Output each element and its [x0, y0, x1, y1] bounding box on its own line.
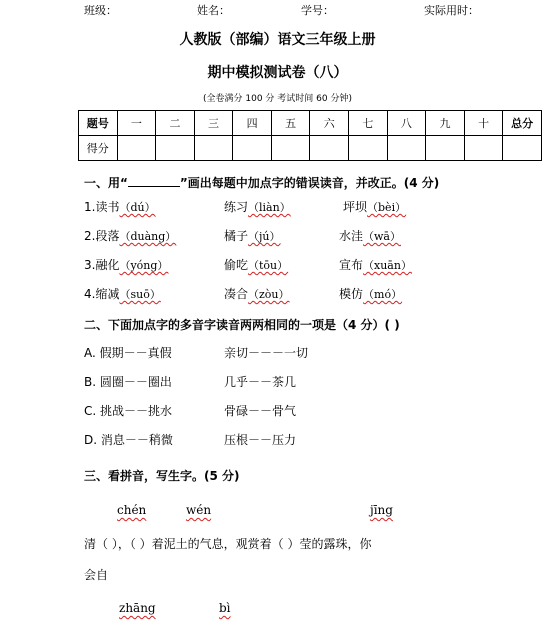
- table-cell: 二: [156, 111, 195, 136]
- option-a-left: A. 假期－－真假: [84, 346, 172, 360]
- score-entry-cell[interactable]: [194, 136, 233, 161]
- table-cell: 总分: [503, 111, 542, 136]
- option-c-left: C. 挑战－－挑水: [84, 404, 173, 418]
- page-subtitle: 期中模拟测试卷（八）: [207, 65, 348, 81]
- actual-time-label: 实际用时：: [424, 4, 479, 17]
- pinyin: （zòu）: [248, 288, 290, 301]
- name-label: 姓名：: [197, 4, 230, 17]
- score-entry-cell[interactable]: [156, 136, 195, 161]
- score-entry-cell[interactable]: [426, 136, 465, 161]
- pinyin: （xuān）: [363, 259, 412, 272]
- pinyin: （wā）: [363, 230, 401, 243]
- table-cell: 得分: [79, 136, 118, 161]
- pinyin: （bèi）: [367, 201, 407, 214]
- student-number-label: 学号：: [301, 4, 334, 17]
- table-cell: 一: [117, 111, 156, 136]
- section-2-title: 二、下面加点字的多音字读音两两相同的一项是（4 分）( ): [84, 318, 400, 332]
- list-item: 宣布（xuān）: [339, 258, 412, 272]
- option-b-right: 几乎－－茶几: [224, 375, 297, 389]
- score-table-score-row: [79, 136, 542, 161]
- list-item: 橘子（jú）: [224, 229, 281, 243]
- list-item: 练习（liàn）: [224, 200, 291, 214]
- option-c-right: 骨碌－－骨气: [224, 404, 297, 418]
- exam-note: (全卷满分 100 分 考试时间 60 分钟): [203, 94, 352, 104]
- score-entry-cell[interactable]: [117, 136, 156, 161]
- list-item: 1.读书（dú）: [84, 200, 156, 214]
- pinyin: （liàn）: [248, 201, 291, 214]
- pinyin: （mó）: [363, 288, 403, 301]
- score-table-header-row: [79, 111, 542, 136]
- pinyin: jīng: [370, 503, 393, 517]
- class-label: 班级：: [84, 4, 117, 17]
- blank-line: [128, 176, 180, 187]
- score-entry-cell[interactable]: [503, 136, 542, 161]
- score-entry-cell[interactable]: [464, 136, 503, 161]
- option-b-left: B. 圆圈－－圈出: [84, 375, 172, 389]
- pinyin: （suō）: [119, 288, 161, 301]
- pinyin: （yóng）: [119, 259, 169, 272]
- table-cell: 八: [387, 111, 426, 136]
- section-1-title: 一、用“ ”画出每题中加点字的错误读音，并改正。(4 分): [84, 176, 440, 190]
- score-entry-cell[interactable]: [349, 136, 388, 161]
- list-item: 偷吃（tōu）: [224, 258, 289, 272]
- list-item: 坪坝（bèi）: [343, 200, 407, 214]
- table-cell: 九: [426, 111, 465, 136]
- list-item: 水洼（wā）: [339, 229, 401, 243]
- option-d-right: 压根－－压力: [224, 433, 297, 447]
- table-cell: 六: [310, 111, 349, 136]
- pinyin: chén: [117, 503, 147, 517]
- table-cell: 题号: [79, 111, 118, 136]
- pinyin: wén: [186, 503, 212, 517]
- table-cell: 三: [194, 111, 233, 136]
- section-3-title: 三、看拼音，写生字。(5 分): [84, 469, 240, 483]
- table-cell: 十: [464, 111, 503, 136]
- option-a-right: 亲切－－－一切: [224, 346, 309, 360]
- pinyin: zhāng: [119, 601, 156, 615]
- list-item: 凑合（zòu）: [224, 287, 290, 301]
- table-cell: 七: [349, 111, 388, 136]
- option-d-left: D. 消息－－稍微: [84, 433, 173, 447]
- pinyin: bì: [219, 601, 231, 615]
- pinyin: （tōu）: [248, 259, 289, 272]
- list-item: 4.缩减（suō）: [84, 287, 161, 301]
- score-table: [78, 110, 542, 161]
- pinyin: （jú）: [248, 230, 281, 243]
- score-entry-cell[interactable]: [310, 136, 349, 161]
- list-item: 模仿（mó）: [339, 287, 403, 301]
- table-cell: 四: [233, 111, 272, 136]
- list-item: 2.段落（duàng）: [84, 229, 177, 243]
- pinyin: （dú）: [119, 201, 156, 214]
- sentence-line: 清（ ），（ ）着泥土的气息，观赏着（ ）莹的露珠，你: [84, 537, 372, 551]
- table-cell: 五: [271, 111, 310, 136]
- list-item: 3.融化（yóng）: [84, 258, 169, 272]
- score-entry-cell[interactable]: [233, 136, 272, 161]
- score-entry-cell[interactable]: [271, 136, 310, 161]
- page-title: 人教版（部编）语文三年级上册: [179, 32, 376, 48]
- score-entry-cell[interactable]: [387, 136, 426, 161]
- pinyin: （duàng）: [119, 230, 177, 243]
- sentence-line: 会自: [84, 568, 109, 582]
